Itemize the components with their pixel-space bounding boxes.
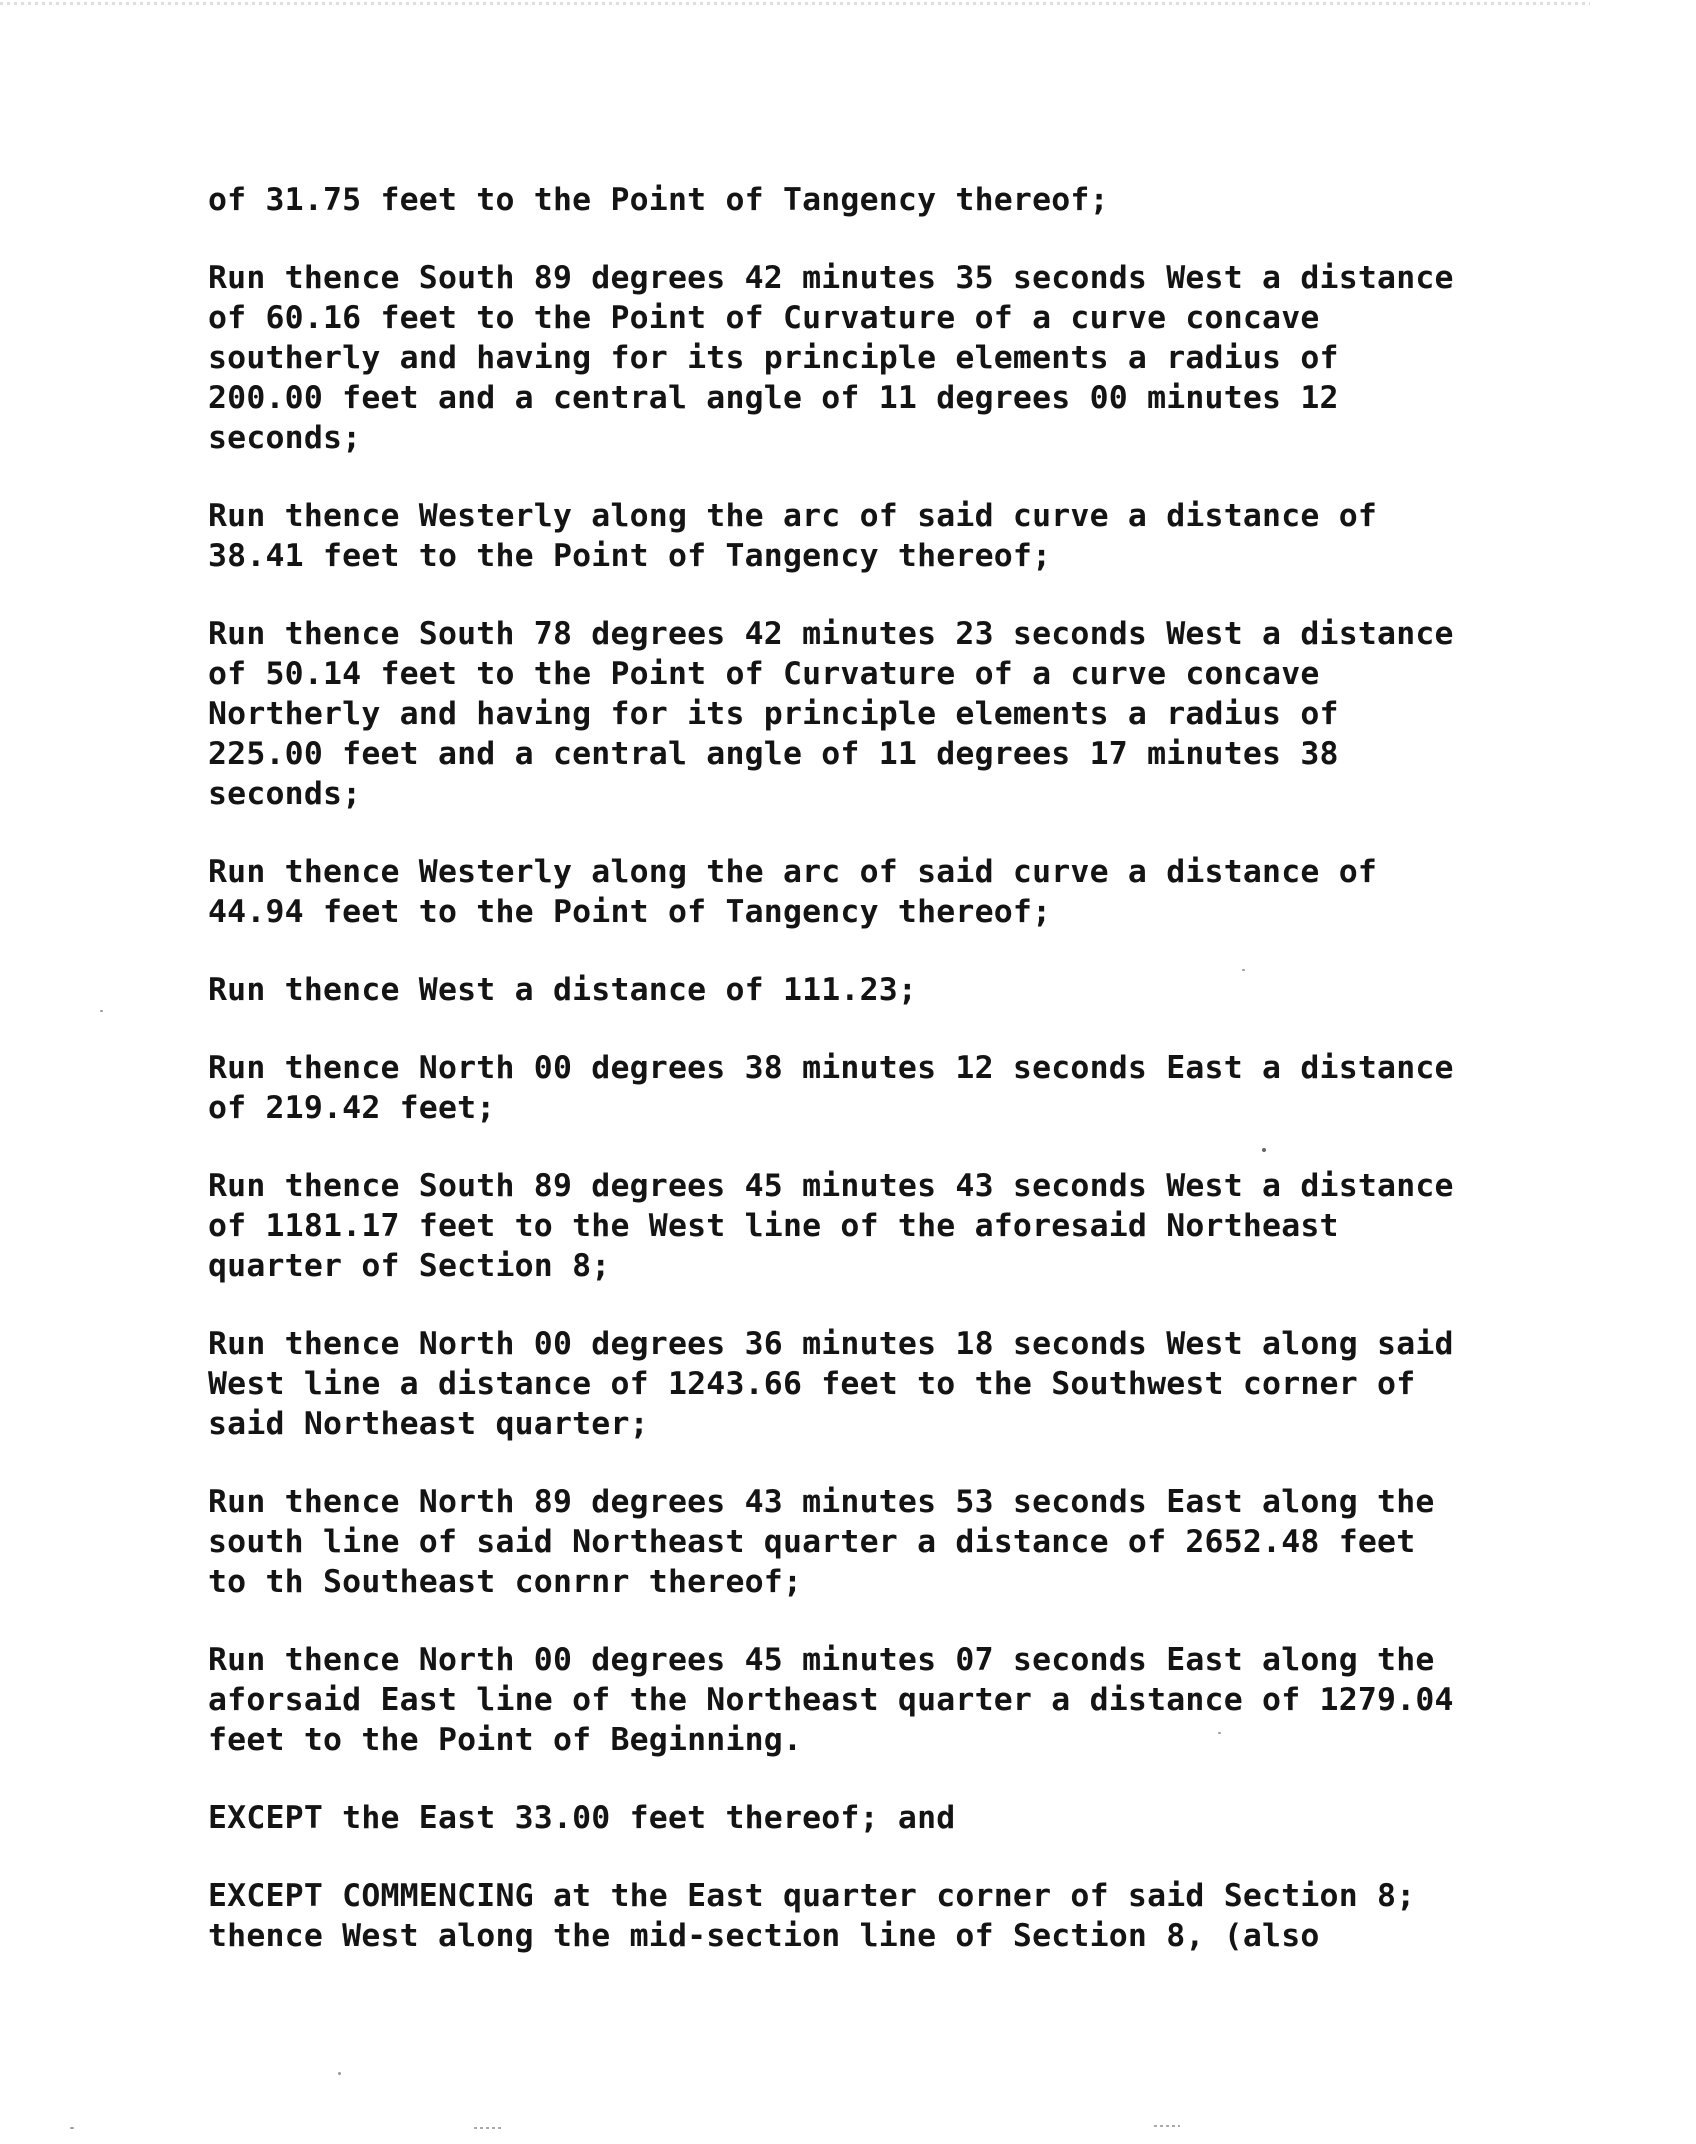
paragraph-1: of 31.75 feet to the Point of Tangency thereof; bbox=[208, 182, 1109, 218]
scan-speck bbox=[1154, 2125, 1180, 2127]
legal-description-text bbox=[208, 180, 1588, 1994]
paragraph-12: EXCEPT the East 33.00 feet thereof; and bbox=[208, 1800, 956, 1836]
paragraph-7: Run thence North 00 degrees 38 minutes 12 seconds East a distance of 219.42 feet; bbox=[208, 1050, 1454, 1126]
paragraph-5: Run thence Westerly along the arc of said curve a distance of 44.94 feet to the Point of Tangency thereof; bbox=[208, 854, 1378, 930]
paragraph-9: Run thence North 00 degrees 36 minutes 18 seconds West along said West line a distance of 1243.66 feet to the Southwest corner of said Northeast quarter; bbox=[208, 1326, 1454, 1442]
paragraph-13: EXCEPT COMMENCING at the East quarter corner of said Section 8; thence West along the mid-section line of Section 8, (also bbox=[208, 1878, 1416, 1954]
scan-speck bbox=[474, 2127, 504, 2129]
scan-speck bbox=[1242, 969, 1245, 971]
scan-edge-artifact bbox=[0, 2, 1590, 5]
scan-speck bbox=[1262, 1148, 1266, 1152]
paragraph-8: Run thence South 89 degrees 45 minutes 43 seconds West a distance of 1181.17 feet to the West line of the aforesaid Northeast quarter of Section 8; bbox=[208, 1168, 1454, 1284]
paragraph-2: Run thence South 89 degrees 42 minutes 35 seconds West a distance of 60.16 feet to the Point of Curvature of a curve concave southerly and having for its principle elements a radius of 200.00 feet and a central angle of 11 degrees 00 minutes 12 seconds; bbox=[208, 260, 1454, 456]
paragraph-11: Run thence North 00 degrees 45 minutes 07 seconds East along the aforsaid East line of the Northeast quarter a distance of 1279.04 feet to the Point of Beginning. bbox=[208, 1642, 1454, 1758]
scan-speck bbox=[338, 2072, 341, 2075]
paragraph-6: Run thence West a distance of 111.23; bbox=[208, 972, 918, 1008]
scan-speck bbox=[70, 2127, 74, 2129]
paragraph-3: Run thence Westerly along the arc of said curve a distance of 38.41 feet to the Point of Tangency thereof; bbox=[208, 498, 1378, 574]
paragraph-4: Run thence South 78 degrees 42 minutes 23 seconds West a distance of 50.14 feet to the Point of Curvature of a curve concave Northerly and having for its principle elements a radius of 225.00 feet and a central angle of 11 degrees 17 minutes 38 seconds; bbox=[208, 616, 1454, 812]
scan-speck bbox=[100, 1010, 103, 1012]
paragraph-10: Run thence North 89 degrees 43 minutes 53 seconds East along the south line of said Northeast quarter a distance of 2652.48 feet to th Southeast conrnr thereof; bbox=[208, 1484, 1435, 1600]
scan-speck bbox=[1218, 1732, 1221, 1734]
